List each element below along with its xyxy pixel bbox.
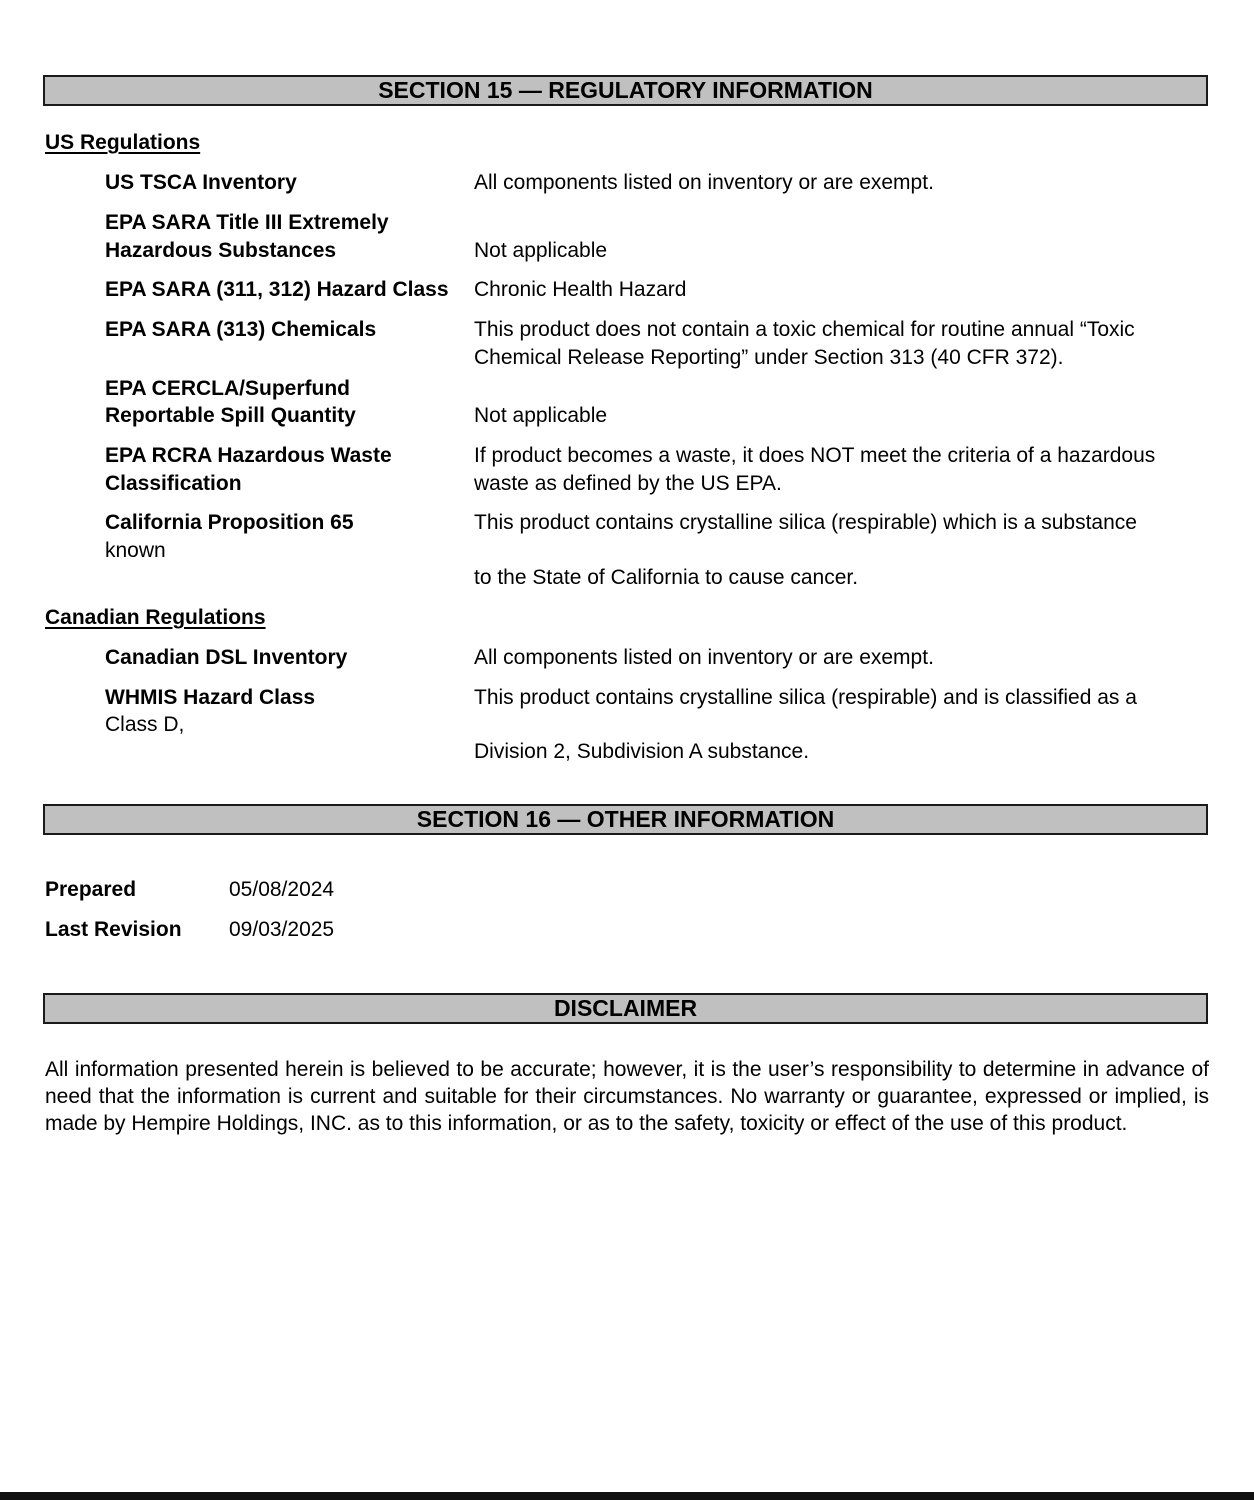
epa-sara-313-label: EPA SARA (313) Chemicals — [105, 318, 377, 341]
us-regulations-heading: US Regulations — [45, 131, 201, 154]
canadian-dsl-label: Canadian DSL Inventory — [105, 646, 348, 669]
last-revision-label: Last Revision — [45, 918, 182, 941]
whmis-hazard-class-label: WHMIS Hazard Class — [105, 686, 316, 709]
disclaimer-header: DISCLAIMER — [43, 993, 1208, 1024]
disclaimer-text: All information presented herein is believed to be accurate; however, it is the user’s responsibility to determine in advance of need that the information is current and suitable for their circumstances. No warranty or guarantee, expressed or implied, is made by Hempire Holdings, INC. as to this information, or as to the safety, toxicity or effect of the use of this product. — [45, 1058, 1209, 1135]
california-prop-65-value-line2: to the State of California to cause cancer. — [474, 566, 859, 589]
last-revision-value: 09/03/2025 — [229, 918, 335, 941]
epa-rcra-value: If product becomes a waste, it does NOT meet the criteria of a hazardous waste as defined by the US EPA. — [474, 444, 1156, 495]
whmis-value-line1: This product contains crystalline silica (respirable) and is classified as a — [474, 686, 1137, 709]
us-tsca-value: All components listed on inventory or are exempt. — [474, 171, 934, 194]
canadian-regulations-heading: Canadian Regulations — [45, 606, 266, 629]
epa-sara-title-iii-value: Not applicable — [474, 239, 608, 262]
prepared-label: Prepared — [45, 878, 137, 901]
whmis-value-line2: Division 2, Subdivision A substance. — [474, 740, 810, 763]
epa-rcra-label-line1: EPA RCRA Hazardous Waste — [105, 444, 392, 467]
california-prop-65-label: California Proposition 65 — [105, 511, 354, 534]
us-tsca-label: US TSCA Inventory — [105, 171, 297, 194]
california-prop-65-extra-text: known — [105, 539, 166, 562]
epa-sara-313-value: This product does not contain a toxic chemical for routine annual “Toxic Chemical Release Reporting” under Section 313 (40 CFR 372). — [474, 318, 1135, 369]
section-15-header: SECTION 15 — REGULATORY INFORMATION — [43, 75, 1208, 106]
epa-sara-title-iii-label-line1: EPA SARA Title III Extremely — [105, 211, 389, 234]
whmis-extra-text: Class D, — [105, 713, 185, 736]
canadian-dsl-value: All components listed on inventory or are exempt. — [474, 646, 934, 669]
epa-sara-311-312-label: EPA SARA (311, 312) Hazard Class — [105, 278, 449, 301]
bottom-edge-bar — [0, 1492, 1254, 1500]
epa-cercla-value: Not applicable — [474, 404, 608, 427]
whmis-hazard-class-label-extra — [105, 711, 184, 739]
epa-cercla-label-line2: Reportable Spill Quantity — [105, 404, 356, 427]
prepared-value: 05/08/2024 — [229, 878, 335, 901]
epa-sara-311-312-value: Chronic Health Hazard — [474, 278, 687, 301]
epa-sara-title-iii-label-line2: Hazardous Substances — [105, 239, 337, 262]
epa-cercla-label-line1: EPA CERCLA/Superfund — [105, 377, 350, 400]
california-prop-65-label-extra — [105, 537, 166, 565]
california-prop-65-value-line1: This product contains crystalline silica (respirable) which is a substance — [474, 511, 1137, 534]
epa-rcra-label-line2: Classification — [105, 472, 242, 495]
section-16-header: SECTION 16 — OTHER INFORMATION — [43, 804, 1208, 835]
